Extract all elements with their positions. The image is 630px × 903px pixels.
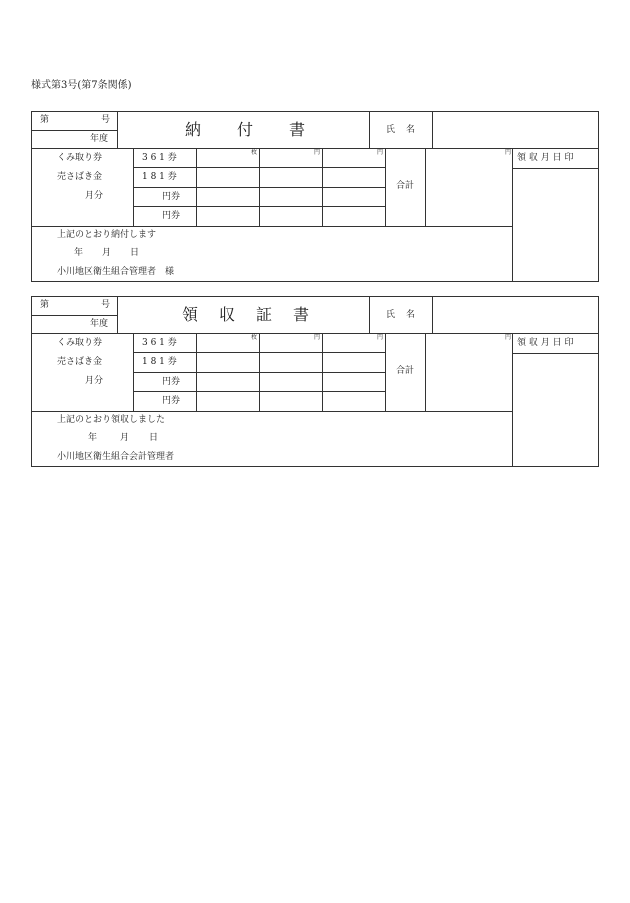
number-label: 第 [40, 300, 50, 310]
go-label: 号 [101, 300, 111, 310]
divider [133, 167, 385, 168]
go-label: 号 [101, 115, 111, 125]
divider [31, 315, 117, 316]
divider [133, 352, 385, 353]
divider [385, 148, 386, 226]
body-frame [31, 333, 513, 467]
total-label: 合計 [396, 181, 415, 191]
ticket-type-label: 1 8 1 券 [142, 172, 177, 182]
ticket-type-label: 1 8 1 券 [142, 357, 177, 367]
divider [133, 206, 385, 207]
ticket-type-label: 3 6 1 券 [142, 338, 177, 348]
fiscal-year-label: 年度 [90, 134, 109, 144]
divider [133, 372, 385, 373]
ticket-type-label: 円券 [162, 377, 181, 387]
unit-yen: 円 [377, 334, 384, 341]
title-char: 納 [185, 120, 202, 139]
name-label: 氏 [386, 310, 396, 320]
unit-sheets: 枚 [251, 149, 258, 156]
name-field[interactable] [433, 297, 598, 333]
ticket-type-label: 円券 [162, 396, 181, 406]
title-char: 付 [237, 120, 254, 139]
divider [369, 296, 370, 334]
statement: 上記のとおり納付します [57, 230, 157, 240]
statement: 上記のとおり領収しました [57, 415, 166, 425]
unit-sheets: 枚 [251, 334, 258, 341]
title-char: 収 [219, 305, 236, 324]
title-char: 領 [182, 305, 199, 324]
date-year: 年 [88, 433, 98, 443]
recipient: 小川地区衛生組合管理者 様 [57, 267, 175, 277]
form-number-label: 様式第3号(第7条関係) [31, 80, 132, 91]
body-frame [31, 148, 513, 282]
divider [385, 333, 386, 411]
unit-yen: 円 [505, 149, 512, 156]
title-char: 書 [293, 305, 310, 324]
left-label: 月分 [85, 376, 104, 386]
divider [31, 226, 513, 227]
ticket-type-label: 円券 [162, 211, 181, 221]
date-day: 日 [149, 433, 159, 443]
divider [133, 391, 385, 392]
left-label: くみ取り券 [57, 153, 103, 163]
ticket-type-label: 3 6 1 券 [142, 153, 177, 163]
receipt-date-label: 領 収 月 日 印 [517, 153, 574, 163]
divider [512, 353, 599, 354]
date-month: 月 [102, 248, 112, 258]
left-label: くみ取り券 [57, 338, 103, 348]
divider [117, 111, 118, 149]
divider [31, 130, 117, 131]
name-field[interactable] [433, 112, 598, 148]
unit-yen: 円 [505, 334, 512, 341]
divider [369, 111, 370, 149]
title-char: 書 [289, 120, 306, 139]
left-label: 月分 [85, 191, 104, 201]
date-month: 月 [120, 433, 130, 443]
receipt-date-label: 領 収 月 日 印 [517, 338, 574, 348]
divider [117, 296, 118, 334]
date-day: 日 [130, 248, 140, 258]
name-label: 氏 [386, 125, 396, 135]
unit-yen: 円 [314, 149, 321, 156]
divider [512, 168, 599, 169]
title-char: 証 [256, 305, 273, 324]
divider [133, 187, 385, 188]
total-label: 合計 [396, 366, 415, 376]
unit-yen: 円 [314, 334, 321, 341]
divider [425, 333, 426, 411]
divider [425, 148, 426, 226]
left-label: 売さばき金 [57, 172, 103, 182]
date-year: 年 [74, 248, 84, 258]
name-label: 名 [406, 310, 416, 320]
left-label: 売さばき金 [57, 357, 103, 367]
ticket-type-label: 円券 [162, 192, 181, 202]
fiscal-year-label: 年度 [90, 319, 109, 329]
unit-yen: 円 [377, 149, 384, 156]
number-label: 第 [40, 115, 50, 125]
name-label: 名 [406, 125, 416, 135]
divider [31, 411, 513, 412]
recipient: 小川地区衛生組合会計管理者 [57, 452, 175, 462]
